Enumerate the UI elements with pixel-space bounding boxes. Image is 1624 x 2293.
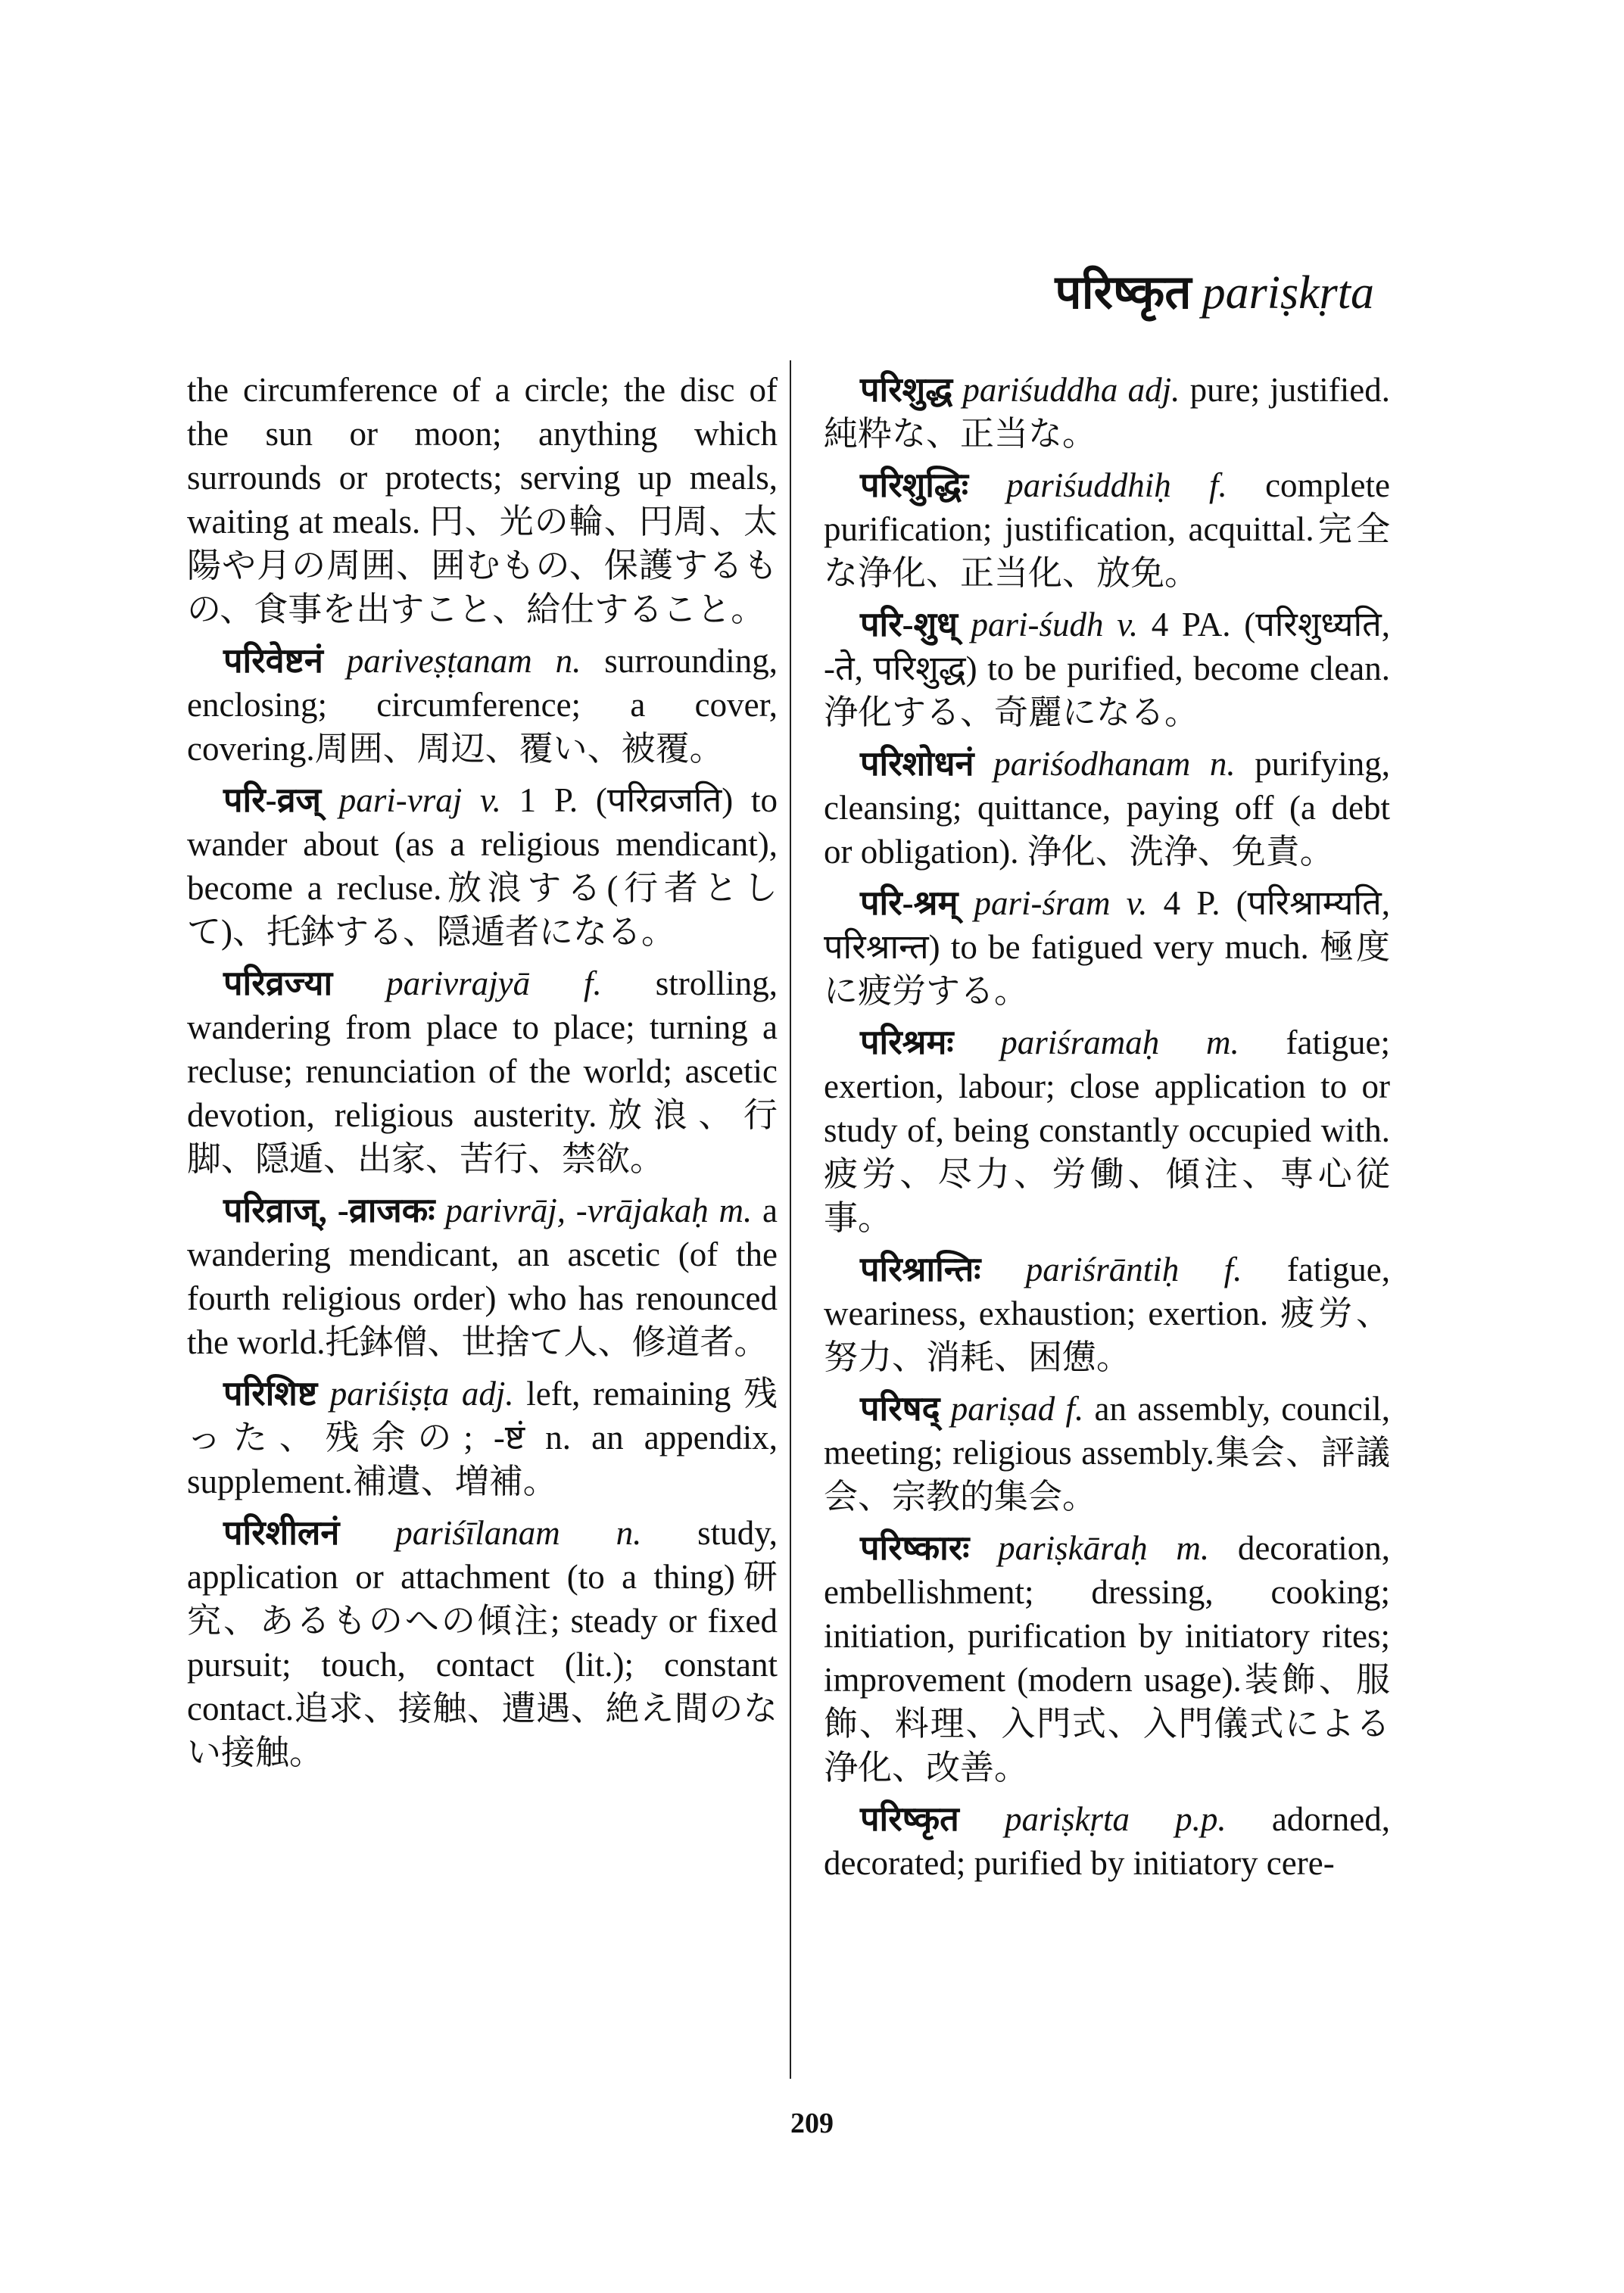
column-divider <box>790 360 791 2079</box>
entry-definition: an assembly, council, meeting; religious assembly.集会、評議会、宗教的集会。 <box>824 1390 1391 1516</box>
dictionary-entry <box>187 639 778 771</box>
entry-transliteration: pariśrāntiḥ f. <box>1025 1251 1242 1288</box>
header-roman: pariṣkṛta <box>1202 267 1374 319</box>
entry-definition: study, application or attachment (to a thing)研究、あるものへの傾注; steady or fixed pursuit; touch, contact (lit.); constant contact.追求、接触、遭遇、絶え間のない接触。 <box>187 1514 778 1771</box>
header-devanagari: परिष्कृत <box>1055 267 1192 319</box>
entry-headword: परिशुद्धिः <box>860 466 968 504</box>
entry-transliteration: pariśuddha adj. <box>962 371 1180 409</box>
page-number: 209 <box>790 2108 834 2139</box>
entry-definition: a wandering mendicant, an ascetic (of the fourth religious order) who has renounced the world.托鉢僧、世捨て人、修道者。 <box>187 1192 778 1361</box>
entry-transliteration: parivrāj, -vrājakaḥ m. <box>445 1192 753 1229</box>
dictionary-entry <box>824 1387 1390 1519</box>
entry-headword: परिषद् <box>860 1390 940 1428</box>
dictionary-entry <box>187 1511 778 1774</box>
entry-transliteration: parivrajyā f. <box>386 964 602 1002</box>
entry-headword: परिष्कारः <box>860 1529 970 1567</box>
entry-headword: परिवेष्टनं <box>223 642 323 680</box>
entry-transliteration: pariśramaḥ m. <box>1000 1023 1239 1061</box>
entry-definition: 4 PA. (परिशुध्यति, -ते, परिशुद्ध) to be purified, become clean.浄化する、奇麗になる。 <box>824 606 1390 731</box>
running-header <box>1055 267 1374 319</box>
entry-definition: fatigue; exertion, labour; close application to or study of, being constantly occupied with.疲労、尽力、労働、傾注、専心従事。 <box>824 1023 1390 1237</box>
entry-definition: pure; justified.純粋な、正当な。 <box>824 371 1391 453</box>
dictionary-entry <box>824 1020 1390 1240</box>
entry-transliteration: pariśuddhiḥ f. <box>1006 466 1227 504</box>
entry-headword: परिशुद्ध <box>860 371 953 409</box>
dictionary-entry <box>824 742 1390 874</box>
entry-definition: adorned, decorated; purified by initiatory cere- <box>824 1800 1390 1882</box>
dictionary-entry <box>187 778 778 954</box>
entry-definition: 4 P. (परिश्राम्यति, परिश्रान्त) to be fatigued very much. 極度に疲労する。 <box>824 884 1391 1010</box>
entry-headword: परिव्राज्, -व्राजकः <box>223 1192 435 1229</box>
dictionary-entry <box>824 1248 1390 1379</box>
entry-transliteration: pariśodhanam n. <box>993 745 1236 783</box>
entry-headword: परिशीलनं <box>223 1514 340 1552</box>
entry-definition: decoration, embellishment; dressing, cooking; initiation, purification by initiatory rites; improvement (modern usage).装飾、服飾、料理、入門式、入門儀式による浄化、改善。 <box>824 1529 1390 1787</box>
entry-headword: परि-व्रज् <box>223 781 322 819</box>
left-column <box>187 368 778 1782</box>
entry-headword: परिव्रज्या <box>223 964 333 1002</box>
dictionary-entry <box>824 881 1390 1013</box>
dictionary-entry <box>824 1797 1390 1885</box>
entry-transliteration: pariśīlanam n. <box>395 1514 642 1552</box>
dictionary-entry <box>187 961 778 1181</box>
entry-definition: complete purification; justification, acquittal.完全な浄化、正当化、放免。 <box>824 466 1390 592</box>
entry-definition: purifying, cleansing; quittance, paying off (a debt or obligation). 浄化、洗浄、免責。 <box>824 745 1391 871</box>
left-entries <box>187 639 778 1774</box>
dictionary-entry <box>187 1372 778 1503</box>
entry-transliteration: pariṣad f. <box>950 1390 1084 1428</box>
entry-transliteration: pari-vraj v. <box>338 781 501 819</box>
continuation-text: the circumference of a circle; the disc of the sun or moon; anything which surrounds or protects; serving up meals, waiting at meals. 円、光の輪、円周、太陽や月の周囲、囲むもの、保護するもの、食事を出すこと、給仕すること。 <box>187 371 778 628</box>
dictionary-entry <box>824 368 1390 456</box>
entry-headword: परिशिष्ट <box>223 1375 318 1413</box>
entry-headword: परिश्रान्तिः <box>860 1251 981 1288</box>
entry-headword: परिशोधनं <box>860 745 974 783</box>
entry-definition: fatigue, weariness, exhaustion; exertion. 疲労、努力、消耗、困憊。 <box>824 1251 1390 1376</box>
entry-transliteration: pari-śudh v. <box>971 606 1139 643</box>
entry-transliteration: pariṣkāraḥ m. <box>998 1529 1210 1567</box>
entry-headword: परिष्कृत <box>860 1800 959 1838</box>
entry-transliteration: pariveṣṭanam n. <box>346 642 581 680</box>
entry-definition: left, remaining 残った、残余の; -ष्टं n. an appendix, supplement.補遺、増補。 <box>187 1375 778 1500</box>
entry-headword: परि-शुध् <box>860 606 958 643</box>
entry-headword: परि-श्रम् <box>860 884 959 922</box>
entry-transliteration: pari-śram v. <box>974 884 1148 922</box>
dictionary-entry <box>824 603 1390 734</box>
entry-transliteration: pariśiṣṭa adj. <box>329 1375 514 1413</box>
dictionary-entry <box>824 463 1390 595</box>
entry-transliteration: pariṣkṛta p.p. <box>1004 1800 1227 1838</box>
right-column <box>824 368 1390 1893</box>
dictionary-entry <box>824 1526 1390 1790</box>
dictionary-entry <box>187 1189 778 1364</box>
entry-definition: strolling, wandering from place to place; turning a recluse; renunciation of the world; ascetic devotion, religious austerity.放浪、行脚、隠遁、出家、苦行、禁欲。 <box>187 964 778 1178</box>
right-entries <box>824 368 1390 1885</box>
entry-definition: surrounding, enclosing; circumference; a cover, covering.周囲、周辺、覆い、被覆。 <box>187 642 778 768</box>
entry-headword: परिश्रमः <box>860 1023 954 1061</box>
entry-definition: 1 P. (परिव्रजति) to wander about (as a religious mendicant), become a recluse.放浪する(行者として)、托鉢する、隠遁者になる。 <box>187 781 778 951</box>
